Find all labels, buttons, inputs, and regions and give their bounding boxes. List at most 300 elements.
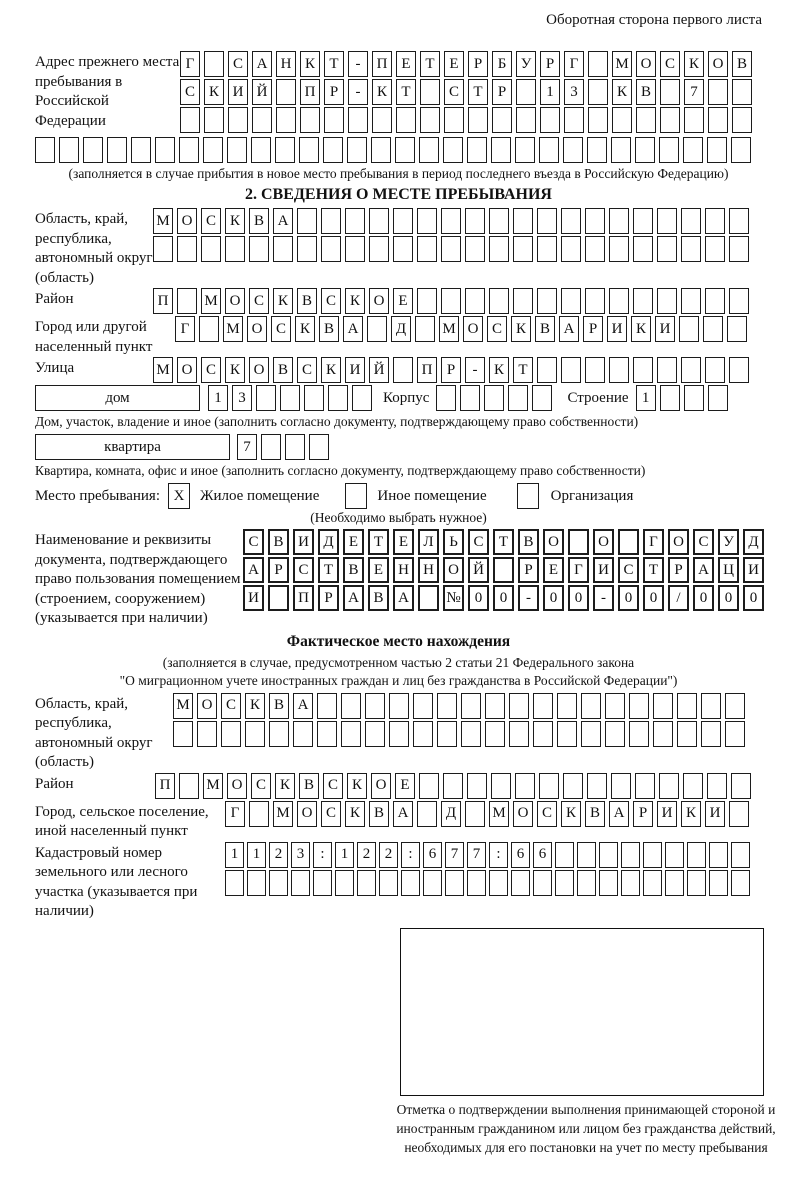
char-box[interactable]: Р (492, 79, 512, 105)
char-box[interactable] (300, 107, 320, 133)
char-box[interactable] (317, 693, 337, 719)
char-box[interactable]: Е (395, 773, 415, 799)
char-box[interactable] (321, 208, 341, 234)
char-box[interactable]: Л (418, 529, 439, 555)
char-box[interactable]: К (684, 51, 704, 77)
char-box[interactable] (291, 870, 310, 896)
char-box[interactable] (297, 236, 317, 262)
char-box[interactable] (599, 870, 618, 896)
char-box[interactable] (609, 288, 629, 314)
char-box[interactable]: М (203, 773, 223, 799)
char-box[interactable]: И (607, 316, 627, 342)
char-box[interactable]: М (439, 316, 459, 342)
char-box[interactable]: 6 (533, 842, 552, 868)
char-box[interactable] (605, 721, 625, 747)
char-box[interactable]: О (593, 529, 614, 555)
char-box[interactable]: 7 (445, 842, 464, 868)
char-box[interactable]: О (297, 801, 317, 827)
char-box[interactable] (513, 208, 533, 234)
char-box[interactable] (643, 842, 662, 868)
char-box[interactable]: О (177, 357, 197, 383)
char-box[interactable] (729, 288, 749, 314)
char-box[interactable] (367, 316, 387, 342)
char-box[interactable] (437, 693, 457, 719)
char-box[interactable] (537, 236, 557, 262)
char-box[interactable] (415, 316, 435, 342)
char-box[interactable]: С (297, 357, 317, 383)
char-box[interactable]: В (343, 557, 364, 583)
char-box[interactable]: С (660, 51, 680, 77)
char-box[interactable] (513, 288, 533, 314)
char-box[interactable]: - (518, 585, 539, 611)
char-box[interactable]: И (593, 557, 614, 583)
char-box[interactable] (389, 693, 409, 719)
char-box[interactable] (513, 236, 533, 262)
char-box[interactable]: К (511, 316, 531, 342)
char-box[interactable] (395, 137, 415, 163)
char-box[interactable] (537, 208, 557, 234)
char-box[interactable]: П (155, 773, 175, 799)
char-box[interactable] (679, 316, 699, 342)
char-box[interactable] (417, 288, 437, 314)
char-box[interactable]: И (345, 357, 365, 383)
char-box[interactable] (245, 721, 265, 747)
char-box[interactable]: 0 (468, 585, 489, 611)
char-box[interactable]: С (271, 316, 291, 342)
char-box[interactable] (389, 721, 409, 747)
char-box[interactable] (659, 137, 679, 163)
char-box[interactable] (107, 137, 127, 163)
char-box[interactable]: Ц (718, 557, 739, 583)
char-box[interactable]: А (293, 693, 313, 719)
char-box[interactable]: П (372, 51, 392, 77)
char-box[interactable] (276, 107, 296, 133)
char-box[interactable] (537, 288, 557, 314)
char-box[interactable]: К (631, 316, 651, 342)
char-box[interactable]: С (693, 529, 714, 555)
char-box[interactable] (323, 137, 343, 163)
char-box[interactable] (269, 870, 288, 896)
char-box[interactable]: Б (492, 51, 512, 77)
char-box[interactable] (465, 801, 485, 827)
char-box[interactable] (347, 137, 367, 163)
char-box[interactable] (611, 773, 631, 799)
char-box[interactable] (352, 385, 372, 411)
char-box[interactable] (465, 236, 485, 262)
char-box[interactable]: В (368, 585, 389, 611)
char-box[interactable] (252, 107, 272, 133)
char-box[interactable]: Д (743, 529, 764, 555)
char-box[interactable] (618, 529, 639, 555)
char-box[interactable]: Д (318, 529, 339, 555)
char-box[interactable] (585, 208, 605, 234)
char-box[interactable]: - (348, 51, 368, 77)
char-box[interactable] (276, 79, 296, 105)
char-box[interactable] (357, 870, 376, 896)
char-box[interactable] (443, 137, 463, 163)
char-box[interactable] (611, 137, 631, 163)
char-box[interactable]: Е (396, 51, 416, 77)
char-box[interactable]: О (225, 288, 245, 314)
char-box[interactable] (179, 773, 199, 799)
char-box[interactable] (197, 721, 217, 747)
char-box[interactable] (633, 288, 653, 314)
char-box[interactable]: А (609, 801, 629, 827)
char-box[interactable]: О (227, 773, 247, 799)
char-box[interactable] (59, 137, 79, 163)
char-box[interactable] (540, 107, 560, 133)
char-box[interactable] (35, 137, 55, 163)
char-box[interactable]: Е (343, 529, 364, 555)
char-box[interactable]: - (465, 357, 485, 383)
char-box[interactable] (729, 357, 749, 383)
char-box[interactable] (273, 236, 293, 262)
char-box[interactable]: 1 (247, 842, 266, 868)
char-box[interactable] (537, 357, 557, 383)
char-box[interactable] (437, 721, 457, 747)
char-box[interactable] (660, 385, 680, 411)
char-box[interactable]: Р (268, 557, 289, 583)
char-box[interactable] (725, 693, 745, 719)
char-box[interactable] (577, 842, 596, 868)
char-box[interactable]: О (371, 773, 391, 799)
char-box[interactable] (204, 107, 224, 133)
char-box[interactable]: 0 (643, 585, 664, 611)
char-box[interactable] (732, 107, 752, 133)
char-box[interactable] (563, 773, 583, 799)
char-box[interactable] (731, 773, 751, 799)
char-box[interactable]: Р (540, 51, 560, 77)
char-box[interactable] (677, 693, 697, 719)
char-box[interactable]: 0 (543, 585, 564, 611)
char-box[interactable]: И (228, 79, 248, 105)
char-box[interactable] (341, 721, 361, 747)
char-box[interactable]: 1 (225, 842, 244, 868)
char-box[interactable]: С (201, 357, 221, 383)
char-box[interactable] (660, 107, 680, 133)
char-box[interactable] (555, 870, 574, 896)
char-box[interactable]: 6 (511, 842, 530, 868)
char-box[interactable]: : (313, 842, 332, 868)
char-box[interactable] (587, 137, 607, 163)
char-box[interactable]: Г (568, 557, 589, 583)
char-box[interactable]: О (708, 51, 728, 77)
char-box[interactable] (516, 79, 536, 105)
char-box[interactable] (225, 870, 244, 896)
char-box[interactable] (563, 137, 583, 163)
char-box[interactable]: 0 (493, 585, 514, 611)
char-box[interactable] (665, 870, 684, 896)
char-box[interactable]: Ь (443, 529, 464, 555)
char-box[interactable]: Е (543, 557, 564, 583)
char-box[interactable] (585, 236, 605, 262)
char-box[interactable] (177, 288, 197, 314)
char-box[interactable] (441, 236, 461, 262)
char-box[interactable] (588, 51, 608, 77)
char-box[interactable] (609, 208, 629, 234)
char-box[interactable] (621, 842, 640, 868)
char-box[interactable]: В (273, 357, 293, 383)
char-box[interactable]: Р (468, 51, 488, 77)
char-box[interactable]: М (173, 693, 193, 719)
char-box[interactable]: К (321, 357, 341, 383)
char-box[interactable]: К (561, 801, 581, 827)
char-box[interactable] (317, 721, 337, 747)
char-box[interactable] (705, 208, 725, 234)
char-box[interactable] (684, 107, 704, 133)
char-box[interactable]: О (543, 529, 564, 555)
char-box[interactable] (221, 721, 241, 747)
char-box[interactable] (708, 385, 728, 411)
char-box[interactable] (577, 870, 596, 896)
char-box[interactable] (509, 693, 529, 719)
char-box[interactable]: Н (393, 557, 414, 583)
stay-type-checkbox-organization[interactable] (517, 483, 539, 509)
char-box[interactable] (372, 107, 392, 133)
char-box[interactable]: Й (252, 79, 272, 105)
char-box[interactable] (725, 721, 745, 747)
char-box[interactable]: Т (513, 357, 533, 383)
char-box[interactable]: С (321, 801, 341, 827)
char-box[interactable]: С (468, 529, 489, 555)
char-box[interactable]: 3 (291, 842, 310, 868)
char-box[interactable] (489, 870, 508, 896)
char-box[interactable]: К (372, 79, 392, 105)
char-box[interactable]: В (732, 51, 752, 77)
char-box[interactable] (461, 693, 481, 719)
char-box[interactable]: И (243, 585, 264, 611)
char-box[interactable]: К (225, 208, 245, 234)
char-box[interactable]: 0 (618, 585, 639, 611)
char-box[interactable]: Й (468, 557, 489, 583)
char-box[interactable]: - (348, 79, 368, 105)
char-box[interactable] (515, 773, 535, 799)
char-box[interactable] (249, 801, 269, 827)
char-box[interactable]: С (221, 693, 241, 719)
char-box[interactable] (533, 870, 552, 896)
char-box[interactable]: А (559, 316, 579, 342)
char-box[interactable]: П (300, 79, 320, 105)
char-box[interactable] (659, 773, 679, 799)
char-box[interactable] (731, 842, 750, 868)
char-box[interactable]: О (197, 693, 217, 719)
char-box[interactable] (155, 137, 175, 163)
char-box[interactable] (324, 107, 344, 133)
char-box[interactable] (709, 842, 728, 868)
char-box[interactable] (365, 693, 385, 719)
char-box[interactable] (345, 208, 365, 234)
char-box[interactable]: 0 (718, 585, 739, 611)
char-box[interactable] (345, 236, 365, 262)
char-box[interactable]: Т (318, 557, 339, 583)
char-box[interactable]: 3 (232, 385, 252, 411)
char-box[interactable] (588, 107, 608, 133)
char-box[interactable] (509, 721, 529, 747)
char-box[interactable]: О (463, 316, 483, 342)
char-box[interactable]: 7 (237, 434, 257, 460)
char-box[interactable] (508, 385, 528, 411)
char-box[interactable]: Г (225, 801, 245, 827)
char-box[interactable] (461, 721, 481, 747)
char-box[interactable]: М (223, 316, 243, 342)
char-box[interactable] (393, 357, 413, 383)
char-box[interactable]: 2 (269, 842, 288, 868)
char-box[interactable] (557, 693, 577, 719)
char-box[interactable] (681, 236, 701, 262)
char-box[interactable] (629, 721, 649, 747)
char-box[interactable]: / (668, 585, 689, 611)
char-box[interactable] (621, 870, 640, 896)
char-box[interactable] (83, 137, 103, 163)
char-box[interactable] (701, 721, 721, 747)
char-box[interactable]: С (293, 557, 314, 583)
char-box[interactable] (564, 107, 584, 133)
char-box[interactable]: Н (418, 557, 439, 583)
char-box[interactable]: О (247, 316, 267, 342)
char-box[interactable] (708, 79, 728, 105)
char-box[interactable] (299, 137, 319, 163)
char-box[interactable] (468, 107, 488, 133)
char-box[interactable] (285, 434, 305, 460)
char-box[interactable] (379, 870, 398, 896)
char-box[interactable]: Н (276, 51, 296, 77)
char-box[interactable]: К (347, 773, 367, 799)
char-box[interactable]: О (443, 557, 464, 583)
char-box[interactable]: 0 (568, 585, 589, 611)
char-box[interactable]: К (345, 288, 365, 314)
char-box[interactable] (465, 208, 485, 234)
char-box[interactable] (633, 236, 653, 262)
char-box[interactable] (467, 870, 486, 896)
char-box[interactable]: Р (633, 801, 653, 827)
char-box[interactable] (420, 107, 440, 133)
char-box[interactable]: В (268, 529, 289, 555)
char-box[interactable] (568, 529, 589, 555)
char-box[interactable]: А (252, 51, 272, 77)
char-box[interactable]: И (743, 557, 764, 583)
char-box[interactable] (555, 842, 574, 868)
char-box[interactable]: А (393, 801, 413, 827)
char-box[interactable]: С (537, 801, 557, 827)
char-box[interactable] (275, 137, 295, 163)
char-box[interactable]: О (636, 51, 656, 77)
char-box[interactable] (653, 721, 673, 747)
char-box[interactable]: Т (643, 557, 664, 583)
char-box[interactable]: Р (583, 316, 603, 342)
char-box[interactable] (228, 107, 248, 133)
char-box[interactable] (492, 107, 512, 133)
char-box[interactable]: С (321, 288, 341, 314)
char-box[interactable]: К (681, 801, 701, 827)
char-box[interactable] (561, 357, 581, 383)
char-box[interactable]: С (444, 79, 464, 105)
char-box[interactable] (707, 773, 727, 799)
char-box[interactable] (629, 693, 649, 719)
char-box[interactable]: С (201, 208, 221, 234)
char-box[interactable]: В (518, 529, 539, 555)
char-box[interactable] (247, 870, 266, 896)
char-box[interactable]: 1 (636, 385, 656, 411)
char-box[interactable] (588, 79, 608, 105)
stay-type-checkbox-other[interactable] (345, 483, 367, 509)
char-box[interactable]: В (269, 693, 289, 719)
char-box[interactable]: Г (180, 51, 200, 77)
char-box[interactable] (557, 721, 577, 747)
char-box[interactable]: 2 (379, 842, 398, 868)
char-box[interactable]: Г (564, 51, 584, 77)
char-box[interactable] (633, 208, 653, 234)
char-box[interactable]: Т (396, 79, 416, 105)
char-box[interactable]: О (249, 357, 269, 383)
char-box[interactable]: А (243, 557, 264, 583)
char-box[interactable]: Г (175, 316, 195, 342)
char-box[interactable] (401, 870, 420, 896)
char-box[interactable]: Т (324, 51, 344, 77)
char-box[interactable] (681, 208, 701, 234)
char-box[interactable]: Р (518, 557, 539, 583)
char-box[interactable]: П (293, 585, 314, 611)
char-box[interactable] (225, 236, 245, 262)
char-box[interactable] (657, 357, 677, 383)
char-box[interactable] (489, 236, 509, 262)
char-box[interactable]: 6 (423, 842, 442, 868)
char-box[interactable] (393, 236, 413, 262)
char-box[interactable] (677, 721, 697, 747)
char-box[interactable] (485, 693, 505, 719)
char-box[interactable] (204, 51, 224, 77)
char-box[interactable] (657, 236, 677, 262)
char-box[interactable] (293, 721, 313, 747)
char-box[interactable]: Е (393, 288, 413, 314)
char-box[interactable]: Р (441, 357, 461, 383)
char-box[interactable]: М (612, 51, 632, 77)
char-box[interactable] (201, 236, 221, 262)
char-box[interactable]: Т (420, 51, 440, 77)
char-box[interactable] (660, 79, 680, 105)
char-box[interactable] (539, 137, 559, 163)
char-box[interactable] (636, 107, 656, 133)
char-box[interactable]: В (297, 288, 317, 314)
char-box[interactable]: № (443, 585, 464, 611)
char-box[interactable]: 7 (467, 842, 486, 868)
char-box[interactable] (467, 773, 487, 799)
char-box[interactable]: 0 (743, 585, 764, 611)
char-box[interactable] (599, 842, 618, 868)
char-box[interactable]: 3 (564, 79, 584, 105)
char-box[interactable] (348, 107, 368, 133)
char-box[interactable]: В (636, 79, 656, 105)
char-box[interactable] (304, 385, 324, 411)
char-box[interactable] (131, 137, 151, 163)
char-box[interactable]: Г (643, 529, 664, 555)
char-box[interactable] (533, 721, 553, 747)
char-box[interactable] (313, 870, 332, 896)
char-box[interactable] (511, 870, 530, 896)
char-box[interactable] (417, 801, 437, 827)
char-box[interactable] (731, 870, 750, 896)
char-box[interactable] (297, 208, 317, 234)
char-box[interactable]: К (489, 357, 509, 383)
char-box[interactable] (268, 585, 289, 611)
char-box[interactable] (443, 773, 463, 799)
char-box[interactable] (203, 137, 223, 163)
char-box[interactable] (369, 208, 389, 234)
char-box[interactable] (665, 842, 684, 868)
char-box[interactable]: Р (318, 585, 339, 611)
char-box[interactable] (533, 693, 553, 719)
char-box[interactable] (423, 870, 442, 896)
char-box[interactable]: А (273, 208, 293, 234)
